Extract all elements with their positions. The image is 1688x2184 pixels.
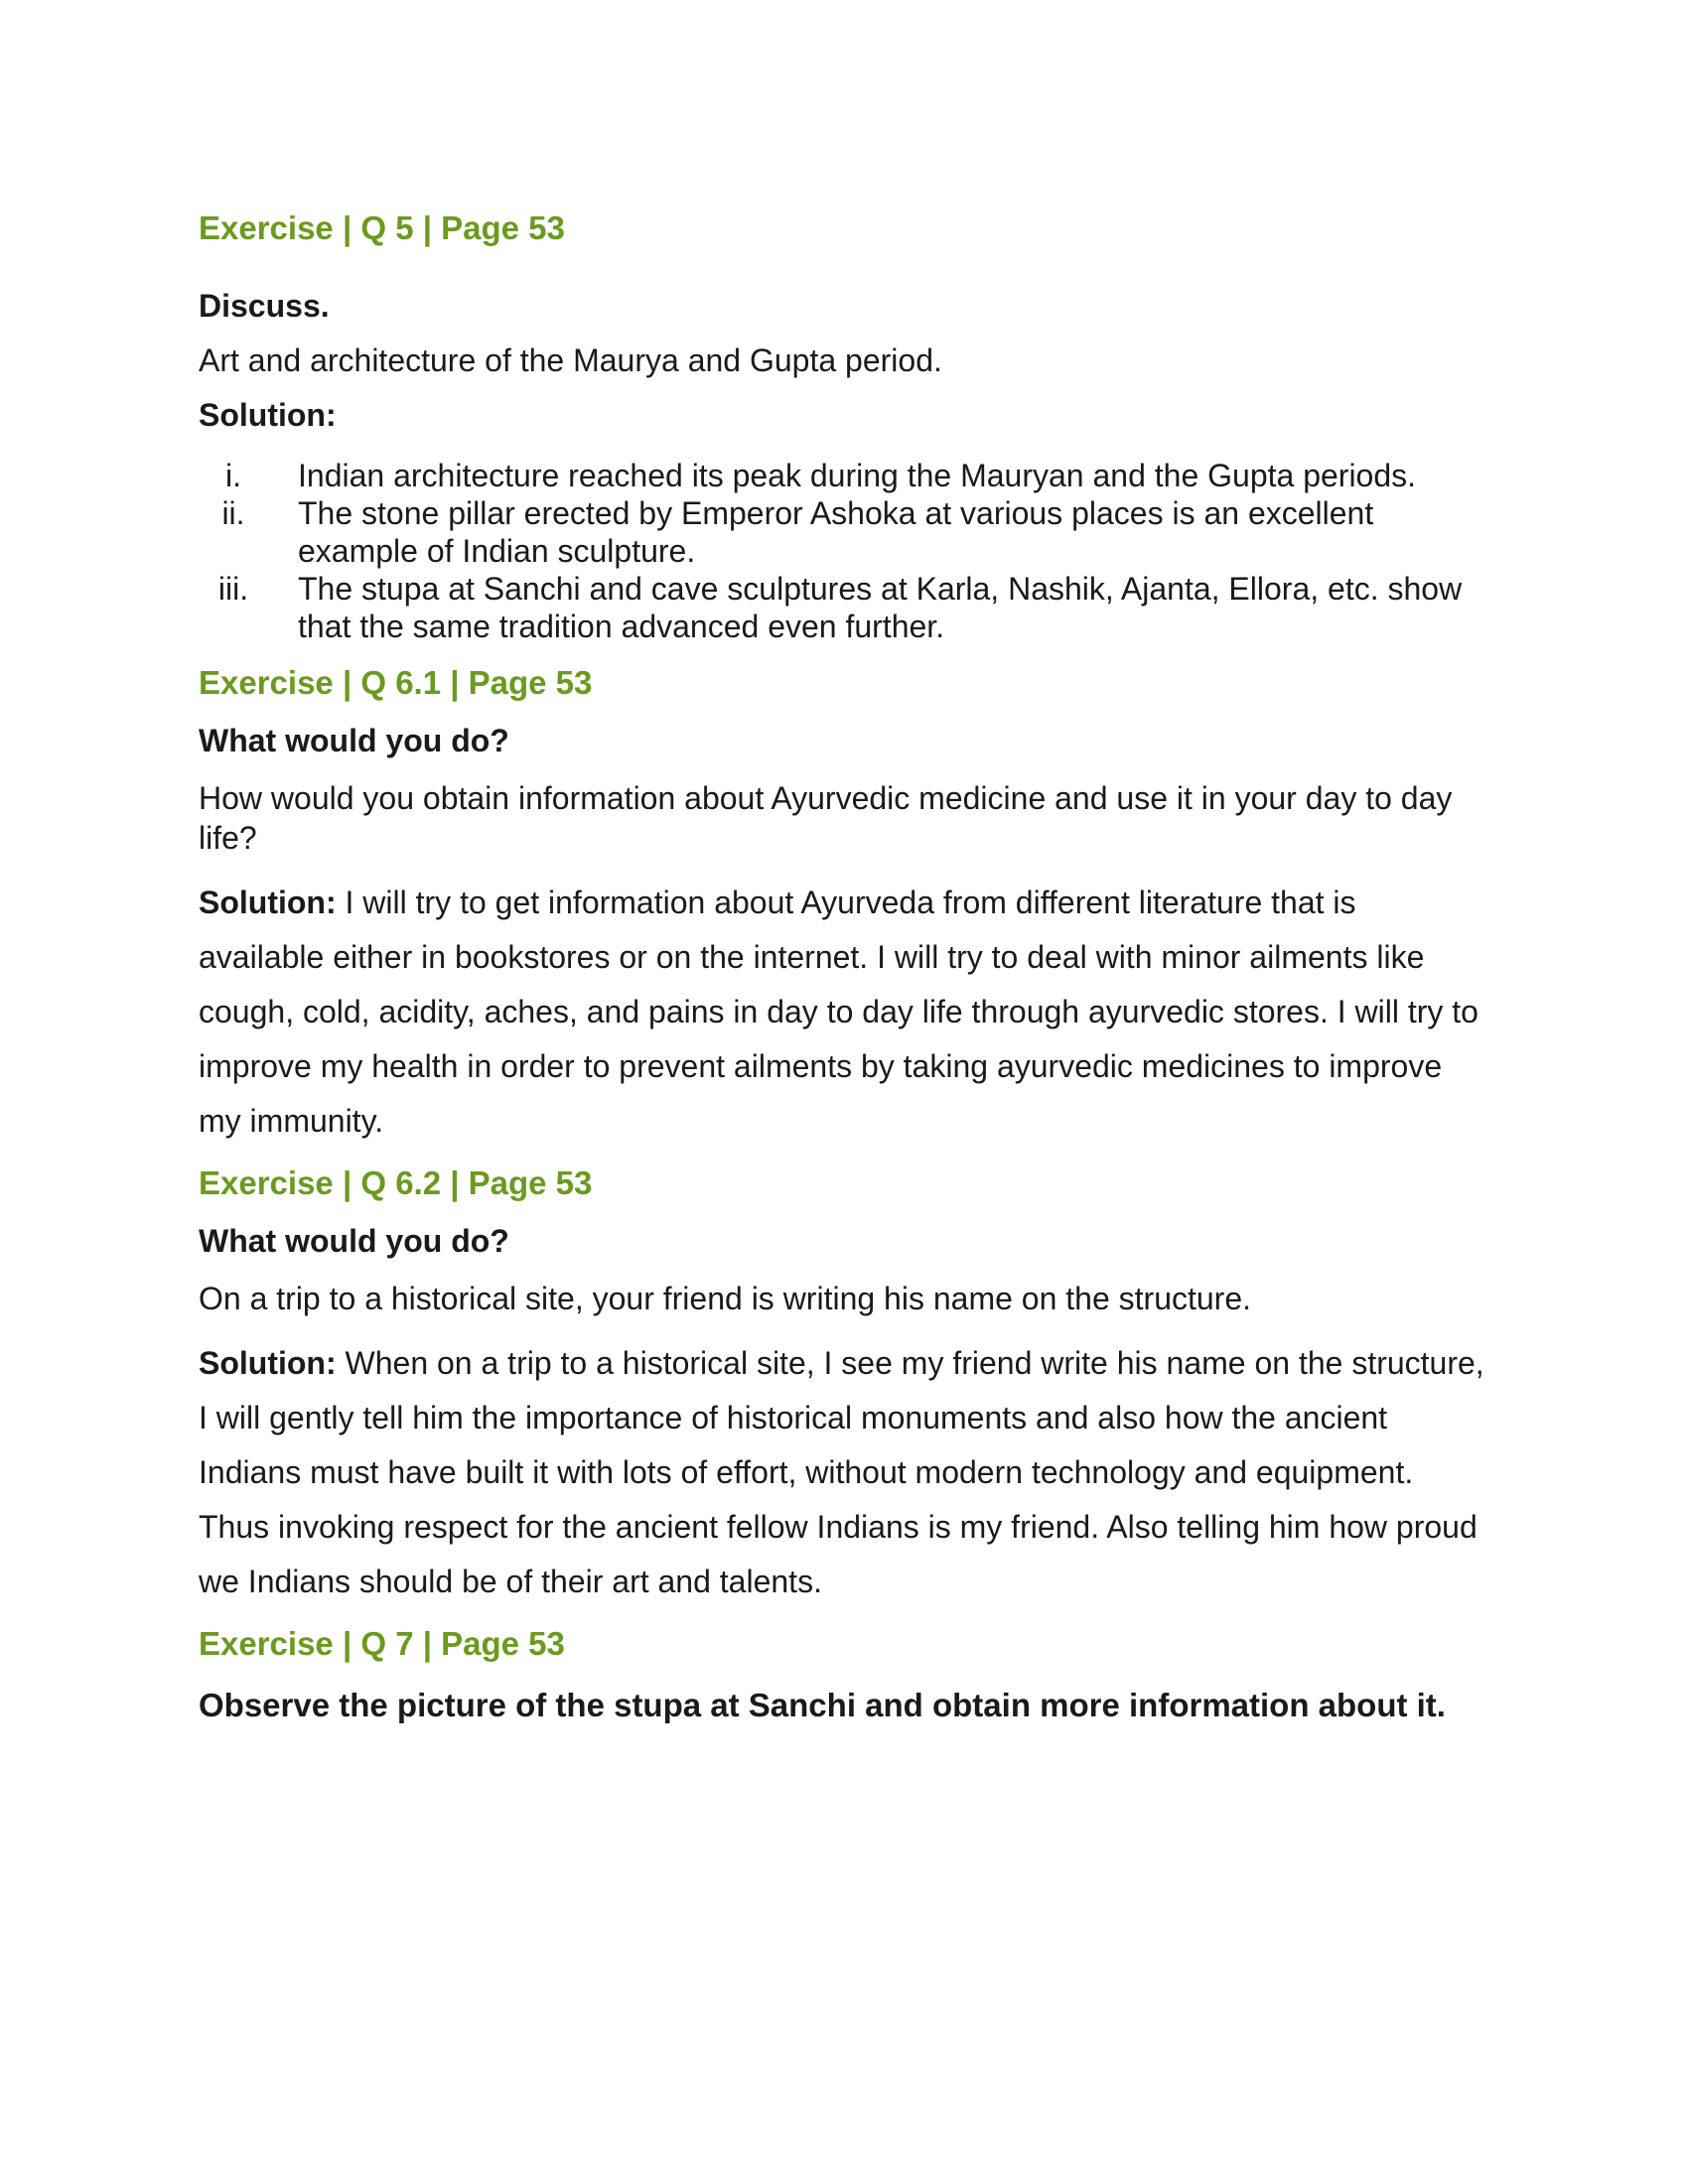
question-label-discuss: Discuss. — [199, 288, 330, 324]
question-text-q6-1: How would you obtain information about Ayurvedic medicine and use it in your day to day life? — [199, 780, 1453, 856]
list-item — [199, 570, 1489, 645]
list-item-number: iii. — [217, 571, 249, 607]
question-text-q6-2: On a trip to a historical site, your friend is writing his name on the structure. — [199, 1281, 1252, 1316]
solution-label-q6-1: Solution: — [199, 885, 337, 920]
document-page — [199, 208, 1489, 1725]
solution-paragraph-q6-2 — [199, 1336, 1489, 1609]
list-item — [199, 457, 1489, 494]
solution-list-q5 — [199, 457, 1489, 645]
solution-text-q6-2: When on a trip to a historical site, I see my friend write his name on the structure, I will gently tell him the importance of historical monuments and also how the ancient Indians must have built it with lots of effort, without modern technology and equipment. Thus invoking respect for the ancient fellow Indians is my friend. Also telling him how proud we Indians should be of their art and talents. — [199, 1345, 1484, 1599]
exercise-heading-q6-1: Exercise | Q 6.1 | Page 53 — [199, 664, 593, 701]
list-item-number: i. — [225, 458, 241, 493]
solution-paragraph-q6-1 — [199, 876, 1489, 1149]
solution-label-q6-2: Solution: — [199, 1345, 337, 1381]
question-label-what-would-you-do: What would you do? — [199, 723, 509, 758]
list-item-text: The stupa at Sanchi and cave sculptures at Karla, Nashik, Ajanta, Ellora, etc. show that the same tradition advanced even further. — [298, 571, 1463, 644]
question-text-q7: Observe the picture of the stupa at Sanchi and obtain more information about it. — [199, 1687, 1446, 1723]
question-text-q5: Art and architecture of the Maurya and Gupta period. — [199, 342, 942, 378]
list-item-text: The stone pillar erected by Emperor Ashoka at various places is an excellent example of Indian sculpture. — [298, 495, 1374, 569]
exercise-heading-q5: Exercise | Q 5 | Page 53 — [199, 209, 565, 246]
exercise-heading-q7: Exercise | Q 7 | Page 53 — [199, 1625, 565, 1662]
question-label-what-would-you-do: What would you do? — [199, 1223, 509, 1259]
exercise-heading-q6-2: Exercise | Q 6.2 | Page 53 — [199, 1164, 593, 1201]
solution-label-q5: Solution: — [199, 397, 337, 433]
solution-text-q6-1: I will try to get information about Ayurveda from different literature that is available either in bookstores or on the internet. I will try to deal with minor ailments like cough, cold, acidity, aches, and pains in day to day life through ayurvedic stores. I will try to improve my health in order to prevent ailments by taking ayurvedic medicines to improve my immunity. — [199, 885, 1478, 1139]
list-item — [199, 494, 1489, 570]
list-item-number: ii. — [221, 495, 245, 531]
list-item-text: Indian architecture reached its peak during the Mauryan and the Gupta periods. — [298, 458, 1417, 493]
